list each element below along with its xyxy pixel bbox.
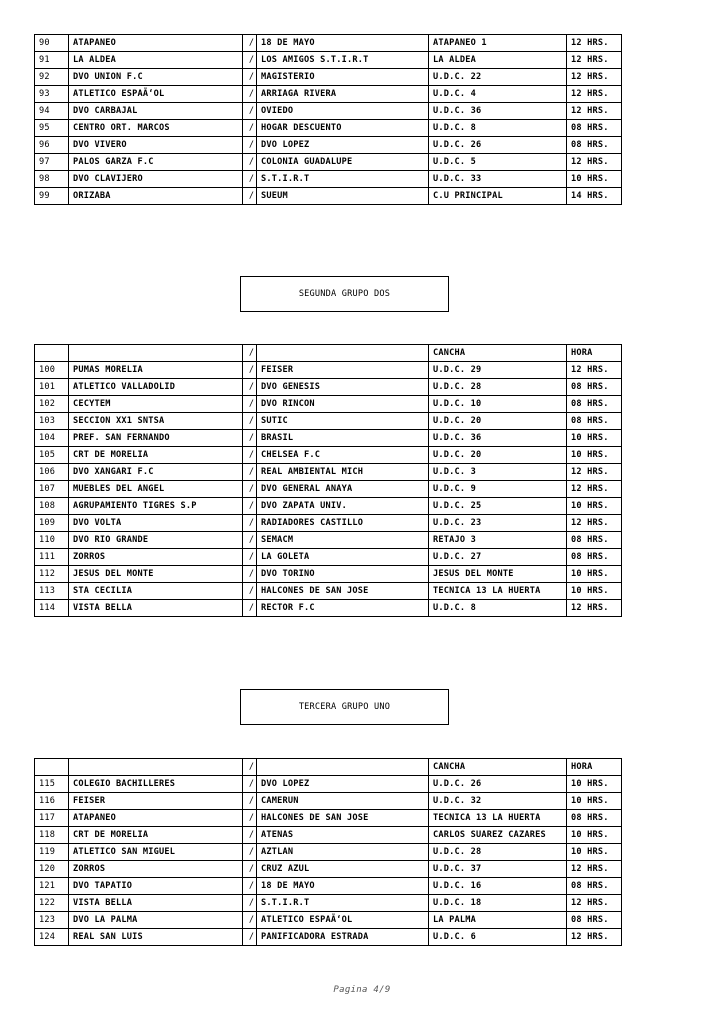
cell-hora: 08 HRS. [567, 379, 622, 396]
cell-slash: / [243, 137, 257, 154]
cell-away-team: MAGISTERIO [257, 69, 429, 86]
cell-home-team: VISTA BELLA [69, 600, 243, 617]
header-blank-no [35, 345, 69, 362]
cell-home-team: CRT DE MORELIA [69, 447, 243, 464]
cell-cancha: U.D.C. 3 [429, 464, 567, 481]
cell-slash: / [243, 895, 257, 912]
cell-hora: 10 HRS. [567, 583, 622, 600]
cell-away-team: CRUZ AZUL [257, 861, 429, 878]
cell-slash: / [243, 396, 257, 413]
cell-number: 104 [35, 430, 69, 447]
cell-hora: 12 HRS. [567, 362, 622, 379]
cell-cancha: JESUS DEL MONTE [429, 566, 567, 583]
cell-cancha: LA PALMA [429, 912, 567, 929]
cell-hora: 10 HRS. [567, 171, 622, 188]
cell-hora: 08 HRS. [567, 912, 622, 929]
group-title-text: SEGUNDA GRUPO DOS [298, 289, 391, 299]
cell-home-team: ATLETICO SAN MIGUEL [69, 844, 243, 861]
cell-slash: / [243, 583, 257, 600]
cell-slash: / [243, 35, 257, 52]
cell-slash: / [243, 912, 257, 929]
cell-away-team: ATLETICO ESPAÃ‘OL [257, 912, 429, 929]
cell-home-team: DVO CARBAJAL [69, 103, 243, 120]
cell-slash: / [243, 776, 257, 793]
cell-cancha: U.D.C. 29 [429, 362, 567, 379]
cell-home-team: VISTA BELLA [69, 895, 243, 912]
cell-home-team: PREF. SAN FERNANDO [69, 430, 243, 447]
cell-cancha: U.D.C. 36 [429, 430, 567, 447]
cell-hora: 10 HRS. [567, 827, 622, 844]
cell-number: 94 [35, 103, 69, 120]
cell-cancha: RETAJO 3 [429, 532, 567, 549]
cell-slash: / [243, 86, 257, 103]
cell-hora: 12 HRS. [567, 464, 622, 481]
cell-hora: 10 HRS. [567, 844, 622, 861]
cell-hora: 10 HRS. [567, 776, 622, 793]
header-blank-away [257, 345, 429, 362]
cell-home-team: CRT DE MORELIA [69, 827, 243, 844]
cell-cancha: U.D.C. 27 [429, 549, 567, 566]
cell-away-team: 18 DE MAYO [257, 35, 429, 52]
cell-away-team: S.T.I.R.T [257, 171, 429, 188]
cell-cancha: U.D.C. 20 [429, 413, 567, 430]
group-title-tercera-uno [240, 689, 449, 725]
header-blank-no [35, 759, 69, 776]
table-row [35, 86, 622, 103]
cell-hora: 12 HRS. [567, 861, 622, 878]
cell-number: 124 [35, 929, 69, 946]
cell-slash: / [243, 844, 257, 861]
cell-cancha: TECNICA 13 LA HUERTA [429, 810, 567, 827]
cell-number: 116 [35, 793, 69, 810]
table-row [35, 69, 622, 86]
cell-number: 91 [35, 52, 69, 69]
table-row [35, 413, 622, 430]
header-blank-home [69, 345, 243, 362]
cell-cancha: U.D.C. 18 [429, 895, 567, 912]
cell-away-team: ATENAS [257, 827, 429, 844]
cell-hora: 14 HRS. [567, 188, 622, 205]
cell-home-team: SECCION XX1 SNTSA [69, 413, 243, 430]
table-row [35, 844, 622, 861]
cell-cancha: U.D.C. 20 [429, 447, 567, 464]
table-row [35, 878, 622, 895]
cell-hora: 08 HRS. [567, 532, 622, 549]
table-row [35, 895, 622, 912]
cell-slash: / [243, 566, 257, 583]
cell-home-team: ORIZABA [69, 188, 243, 205]
table-row [35, 430, 622, 447]
cell-cancha: U.D.C. 26 [429, 137, 567, 154]
cell-cancha: U.D.C. 6 [429, 929, 567, 946]
cell-away-team: RADIADORES CASTILLO [257, 515, 429, 532]
cell-slash: / [243, 379, 257, 396]
table-header-row [35, 345, 622, 362]
cell-home-team: FEISER [69, 793, 243, 810]
cell-away-team: RECTOR F.C [257, 600, 429, 617]
cell-hora: 08 HRS. [567, 137, 622, 154]
cell-number: 121 [35, 878, 69, 895]
cell-away-team: OVIEDO [257, 103, 429, 120]
cell-slash: / [243, 154, 257, 171]
table-row [35, 515, 622, 532]
cell-cancha: U.D.C. 36 [429, 103, 567, 120]
cell-hora: 10 HRS. [567, 793, 622, 810]
cell-away-team: AZTLAN [257, 844, 429, 861]
cell-home-team: DVO RIO GRANDE [69, 532, 243, 549]
cell-away-team: DVO TORINO [257, 566, 429, 583]
cell-number: 117 [35, 810, 69, 827]
cell-number: 100 [35, 362, 69, 379]
cell-slash: / [243, 810, 257, 827]
cell-hora: 10 HRS. [567, 566, 622, 583]
table-row [35, 137, 622, 154]
cell-hora: 10 HRS. [567, 498, 622, 515]
cell-hora: 12 HRS. [567, 154, 622, 171]
table-row [35, 827, 622, 844]
cell-home-team: DVO XANGARI F.C [69, 464, 243, 481]
cell-home-team: ZORROS [69, 861, 243, 878]
cell-number: 95 [35, 120, 69, 137]
cell-slash: / [243, 827, 257, 844]
cell-hora: 08 HRS. [567, 878, 622, 895]
cell-slash: / [243, 878, 257, 895]
cell-hora: 08 HRS. [567, 396, 622, 413]
cell-number: 93 [35, 86, 69, 103]
cell-away-team: SUTIC [257, 413, 429, 430]
fixtures-table-1 [34, 34, 622, 205]
header-cancha: CANCHA [429, 759, 567, 776]
cell-away-team: LA GOLETA [257, 549, 429, 566]
table-row [35, 481, 622, 498]
table-row [35, 171, 622, 188]
cell-away-team: PANIFICADORA ESTRADA [257, 929, 429, 946]
cell-cancha: U.D.C. 10 [429, 396, 567, 413]
table-row [35, 912, 622, 929]
cell-slash: / [243, 120, 257, 137]
cell-hora: 08 HRS. [567, 120, 622, 137]
cell-number: 111 [35, 549, 69, 566]
cell-cancha: ATAPANEO 1 [429, 35, 567, 52]
cell-cancha: U.D.C. 28 [429, 844, 567, 861]
cell-home-team: LA ALDEA [69, 52, 243, 69]
cell-home-team: ATAPANEO [69, 810, 243, 827]
cell-hora: 08 HRS. [567, 810, 622, 827]
cell-slash: / [243, 430, 257, 447]
cell-hora: 08 HRS. [567, 549, 622, 566]
cell-hora: 10 HRS. [567, 430, 622, 447]
cell-home-team: ATLETICO VALLADOLID [69, 379, 243, 396]
cell-slash: / [243, 52, 257, 69]
cell-number: 119 [35, 844, 69, 861]
cell-slash: / [243, 481, 257, 498]
cell-home-team: CENTRO ORT. MARCOS [69, 120, 243, 137]
table-row [35, 396, 622, 413]
cell-slash: / [243, 362, 257, 379]
cell-slash: / [243, 549, 257, 566]
table-row [35, 362, 622, 379]
cell-away-team: 18 DE MAYO [257, 878, 429, 895]
cell-number: 101 [35, 379, 69, 396]
header-slash: / [243, 345, 257, 362]
cell-number: 112 [35, 566, 69, 583]
group-title-text: TERCERA GRUPO UNO [298, 702, 391, 712]
cell-away-team: ARRIAGA RIVERA [257, 86, 429, 103]
cell-slash: / [243, 103, 257, 120]
cell-number: 106 [35, 464, 69, 481]
cell-slash: / [243, 600, 257, 617]
cell-slash: / [243, 464, 257, 481]
cell-home-team: CECYTEM [69, 396, 243, 413]
cell-number: 122 [35, 895, 69, 912]
cell-home-team: COLEGIO BACHILLERES [69, 776, 243, 793]
cell-number: 92 [35, 69, 69, 86]
cell-number: 98 [35, 171, 69, 188]
table-row [35, 103, 622, 120]
cell-cancha: U.D.C. 9 [429, 481, 567, 498]
table-row [35, 52, 622, 69]
cell-number: 115 [35, 776, 69, 793]
cell-away-team: REAL AMBIENTAL MICH [257, 464, 429, 481]
table-row [35, 464, 622, 481]
cell-home-team: DVO VOLTA [69, 515, 243, 532]
cell-away-team: DVO GENERAL ANAYA [257, 481, 429, 498]
table-row [35, 810, 622, 827]
cell-hora: 12 HRS. [567, 895, 622, 912]
cell-cancha: U.D.C. 37 [429, 861, 567, 878]
table-row [35, 498, 622, 515]
cell-away-team: CHELSEA F.C [257, 447, 429, 464]
cell-away-team: HALCONES DE SAN JOSE [257, 810, 429, 827]
table-row [35, 188, 622, 205]
cell-slash: / [243, 413, 257, 430]
cell-home-team: STA CECILIA [69, 583, 243, 600]
cell-home-team: JESUS DEL MONTE [69, 566, 243, 583]
header-hora: HORA [567, 345, 622, 362]
cell-cancha: U.D.C. 4 [429, 86, 567, 103]
cell-cancha: U.D.C. 28 [429, 379, 567, 396]
cell-hora: 12 HRS. [567, 515, 622, 532]
header-cancha: CANCHA [429, 345, 567, 362]
cell-hora: 12 HRS. [567, 69, 622, 86]
cell-away-team: DVO LOPEZ [257, 776, 429, 793]
cell-slash: / [243, 793, 257, 810]
cell-away-team: S.T.I.R.T [257, 895, 429, 912]
table-row [35, 379, 622, 396]
cell-away-team: LOS AMIGOS S.T.I.R.T [257, 52, 429, 69]
cell-home-team: DVO LA PALMA [69, 912, 243, 929]
cell-away-team: HALCONES DE SAN JOSE [257, 583, 429, 600]
group-title-segunda-dos [240, 276, 449, 312]
cell-home-team: DVO TAPATIO [69, 878, 243, 895]
cell-home-team: MUEBLES DEL ANGEL [69, 481, 243, 498]
cell-number: 113 [35, 583, 69, 600]
cell-away-team: DVO RINCON [257, 396, 429, 413]
cell-cancha: C.U PRINCIPAL [429, 188, 567, 205]
cell-hora: 12 HRS. [567, 481, 622, 498]
table-header-row [35, 759, 622, 776]
cell-home-team: ATAPANEO [69, 35, 243, 52]
cell-cancha: U.D.C. 22 [429, 69, 567, 86]
cell-number: 103 [35, 413, 69, 430]
cell-home-team: REAL SAN LUIS [69, 929, 243, 946]
cell-cancha: U.D.C. 8 [429, 600, 567, 617]
cell-number: 118 [35, 827, 69, 844]
fixtures-table-3 [34, 758, 622, 946]
cell-hora: 12 HRS. [567, 86, 622, 103]
table-row [35, 566, 622, 583]
cell-away-team: HOGAR DESCUENTO [257, 120, 429, 137]
cell-cancha: U.D.C. 16 [429, 878, 567, 895]
cell-away-team: COLONIA GUADALUPE [257, 154, 429, 171]
cell-hora: 08 HRS. [567, 413, 622, 430]
table-row [35, 600, 622, 617]
cell-number: 109 [35, 515, 69, 532]
cell-slash: / [243, 861, 257, 878]
cell-number: 90 [35, 35, 69, 52]
table-row [35, 35, 622, 52]
cell-away-team: SEMACM [257, 532, 429, 549]
cell-number: 107 [35, 481, 69, 498]
cell-away-team: SUEUM [257, 188, 429, 205]
cell-slash: / [243, 171, 257, 188]
cell-number: 114 [35, 600, 69, 617]
cell-away-team: FEISER [257, 362, 429, 379]
cell-slash: / [243, 929, 257, 946]
cell-home-team: DVO VIVERO [69, 137, 243, 154]
cell-home-team: ATLETICO ESPAÃ‘OL [69, 86, 243, 103]
cell-cancha: U.D.C. 25 [429, 498, 567, 515]
cell-cancha: U.D.C. 26 [429, 776, 567, 793]
cell-number: 120 [35, 861, 69, 878]
cell-cancha: CARLOS SUAREZ CAZARES [429, 827, 567, 844]
cell-away-team: DVO ZAPATA UNIV. [257, 498, 429, 515]
cell-slash: / [243, 188, 257, 205]
table-row [35, 549, 622, 566]
table-row [35, 583, 622, 600]
cell-slash: / [243, 498, 257, 515]
cell-home-team: DVO CLAVIJERO [69, 171, 243, 188]
header-slash: / [243, 759, 257, 776]
cell-home-team: PALOS GARZA F.C [69, 154, 243, 171]
cell-away-team: DVO GENESIS [257, 379, 429, 396]
cell-hora: 12 HRS. [567, 52, 622, 69]
cell-hora: 12 HRS. [567, 103, 622, 120]
cell-away-team: DVO LOPEZ [257, 137, 429, 154]
fixtures-table-2 [34, 344, 622, 617]
cell-cancha: TECNICA 13 LA HUERTA [429, 583, 567, 600]
cell-number: 105 [35, 447, 69, 464]
cell-home-team: PUMAS MORELIA [69, 362, 243, 379]
cell-hora: 12 HRS. [567, 929, 622, 946]
cell-number: 123 [35, 912, 69, 929]
cell-cancha: U.D.C. 5 [429, 154, 567, 171]
table-row [35, 532, 622, 549]
cell-slash: / [243, 515, 257, 532]
cell-away-team: CAMERUN [257, 793, 429, 810]
cell-cancha: U.D.C. 33 [429, 171, 567, 188]
cell-home-team: AGRUPAMIENTO TIGRES S.P [69, 498, 243, 515]
cell-cancha: U.D.C. 8 [429, 120, 567, 137]
cell-number: 96 [35, 137, 69, 154]
cell-number: 110 [35, 532, 69, 549]
cell-away-team: BRASIL [257, 430, 429, 447]
page-footer: Pagina 4/9 [333, 985, 391, 995]
cell-hora: 12 HRS. [567, 35, 622, 52]
cell-home-team: ZORROS [69, 549, 243, 566]
cell-slash: / [243, 532, 257, 549]
table-row [35, 861, 622, 878]
cell-number: 97 [35, 154, 69, 171]
cell-slash: / [243, 447, 257, 464]
table-row [35, 447, 622, 464]
cell-home-team: DVO UNION F.C [69, 69, 243, 86]
table-row [35, 929, 622, 946]
table-row [35, 120, 622, 137]
table-row [35, 154, 622, 171]
cell-number: 108 [35, 498, 69, 515]
cell-number: 99 [35, 188, 69, 205]
cell-hora: 12 HRS. [567, 600, 622, 617]
cell-cancha: U.D.C. 32 [429, 793, 567, 810]
cell-cancha: U.D.C. 23 [429, 515, 567, 532]
header-blank-away [257, 759, 429, 776]
cell-number: 102 [35, 396, 69, 413]
table-row [35, 776, 622, 793]
cell-cancha: LA ALDEA [429, 52, 567, 69]
table-row [35, 793, 622, 810]
header-blank-home [69, 759, 243, 776]
cell-hora: 10 HRS. [567, 447, 622, 464]
cell-slash: / [243, 69, 257, 86]
header-hora: HORA [567, 759, 622, 776]
